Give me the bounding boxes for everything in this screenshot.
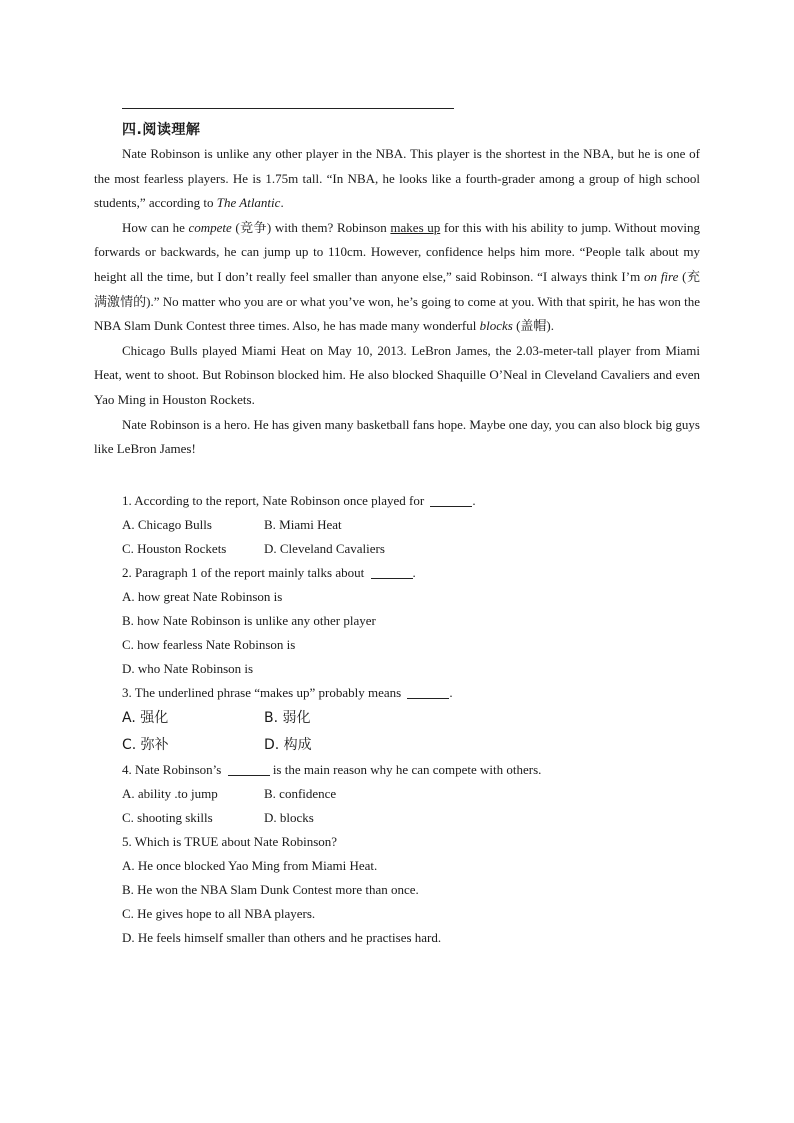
option-d: D. 构成	[264, 736, 312, 753]
phrase-on-fire: on fire	[643, 268, 679, 284]
option-d: D. He feels himself smaller than others and he practises hard.	[122, 930, 442, 945]
reading-passage	[94, 142, 700, 462]
paragraph-1: Nate Robinson is unlike any other player in the NBA. This player is the shortest in the NBA, but he is one of the most fearless players. He is 1.75m tall. “In NBA, he looks like a fourth-grader among a group of high school students,” according to The Atlantic.	[94, 146, 700, 211]
underlined-phrase: makes up	[390, 219, 441, 235]
option-c: C. 弥补	[122, 736, 169, 753]
options-row	[122, 705, 700, 732]
header-rule	[122, 108, 454, 109]
option-d: D. Cleveland Cavaliers	[264, 541, 385, 556]
option-c: C. Houston Rockets	[122, 541, 227, 556]
option-a: A. He once blocked Yao Ming from Miami Heat.	[122, 858, 378, 873]
answer-blank	[430, 494, 472, 507]
option-b: B. confidence	[264, 786, 337, 801]
paragraph-2: How can he compete (竞争) with them? Robinson makes up for this with his ability to jump. Without moving forwards or backwards, he can jump up to 110cm. However, confidence helps him more. “People talk about my height all the time, but I don’t really feel smaller than anyone else,” said Robinson. “I always think I’m on fire (充满激情的).” No matter who you are or what you’ve won, he’s going to come at you. With that spirit, he has won the NBA Slam Dunk Contest three times. Also, he has made many wonderful blocks (盖帽).	[94, 219, 700, 334]
options-row	[122, 537, 700, 561]
section-title: 四.阅读理解	[122, 122, 201, 138]
option-c: C. how fearless Nate Robinson is	[122, 637, 296, 652]
answer-blank	[407, 686, 449, 699]
question-2: 2. Paragraph 1 of the report mainly talks about .	[122, 565, 416, 580]
option-b: B. He won the NBA Slam Dunk Contest more than once.	[122, 882, 419, 897]
question-1: 1. According to the report, Nate Robinson once played for .	[122, 493, 476, 508]
answer-blank	[371, 566, 413, 579]
option-a: A. Chicago Bulls	[122, 517, 212, 532]
option-a: A. ability .to jump	[122, 786, 218, 801]
options-row	[122, 732, 700, 759]
question-5: 5. Which is TRUE about Nate Robinson?	[122, 834, 338, 849]
paragraph-3: Chicago Bulls played Miami Heat on May 10, 2013. LeBron James, the 2.03-meter-tall player from Miami Heat, went to shoot. But Robinson blocked him. He also blocked Shaquille O’Neal in Cleveland Cavaliers and even Yao Ming in Houston Rockets.	[94, 342, 700, 407]
question-4: 4. Nate Robinson’s is the main reason why he can compete with others.	[122, 762, 542, 777]
option-a: A. how great Nate Robinson is	[122, 589, 283, 604]
option-b: B. Miami Heat	[264, 517, 342, 532]
word-compete: compete	[188, 219, 232, 235]
option-d: D. blocks	[264, 810, 314, 825]
option-c: C. He gives hope to all NBA players.	[122, 906, 316, 921]
option-d: D. who Nate Robinson is	[122, 661, 254, 676]
option-c: C. shooting skills	[122, 810, 213, 825]
options-row	[122, 782, 700, 806]
options-row	[122, 513, 700, 537]
word-blocks: blocks	[479, 318, 513, 334]
answer-blank	[228, 763, 270, 776]
paragraph-4: Nate Robinson is a hero. He has given many basketball fans hope. Maybe one day, you can also block big guys like LeBron James!	[94, 416, 700, 457]
options-row	[122, 806, 700, 830]
source-name: The Atlantic	[216, 195, 281, 211]
question-3: 3. The underlined phrase “makes up” probably means .	[122, 685, 453, 700]
option-b: B. how Nate Robinson is unlike any other player	[122, 613, 376, 628]
question-list	[122, 489, 700, 950]
option-b: B. 弱化	[264, 710, 311, 726]
option-a: A. 强化	[122, 710, 169, 726]
